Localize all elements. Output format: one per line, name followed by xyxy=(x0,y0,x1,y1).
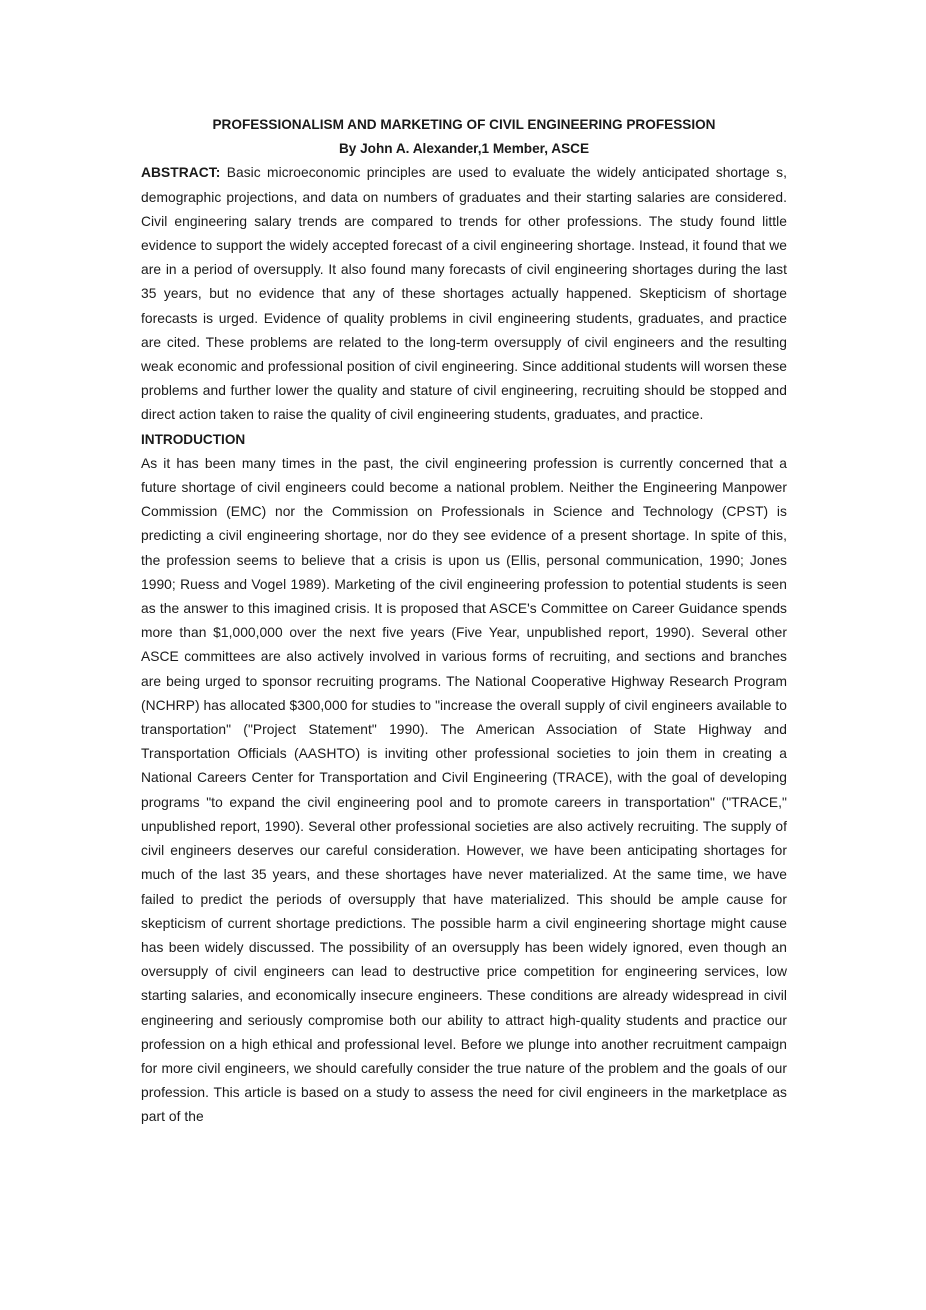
document-page xyxy=(141,113,787,1130)
author-byline: By John A. Alexander,1 Member, ASCE xyxy=(338,141,590,157)
abstract-text: Basic microeconomic principles are used to evaluate the widely anticipated shortage s, demographic projections, and data on numbers of graduates and their starting salaries are considered. Civil engineering salary trends are compared to trends for other professions. The study found little evidence to support the widely accepted forecast of a civil engineering shortage. Instead, it found that we are in a period of oversupply. It also found many forecasts of civil engineering shortages during the last 35 years, but no evidence that any of these shortages actually happened. Skepticism of shortage forecasts is urged. Evidence of quality problems in civil engineering students, graduates, and practice are cited. These problems are related to the long-term oversupply of civil engineers and the resulting weak economic and professional position of civil engineering. Since additional students will worsen these problems and further lower the quality and stature of civil engineering, recruiting should be stopped and direct action taken to raise the quality of civil engineering students, graduates, and practice. xyxy=(141,165,787,423)
introduction-paragraph: As it has been many times in the past, the civil engineering profession is currently concerned that a future shortage of civil engineers could become a national problem. Neither the Engineering Manpower Commission (EMC) nor the Commission on Professionals in Science and Technology (CPST) is predicting a civil engineering shortage, nor do they see evidence of a present shortage. In spite of this, the profession seems to believe that a crisis is upon us (Ellis, personal communication, 1990; Jones 1990; Ruess and Vogel 1989). Marketing of the civil engineering profession to potential students is seen as the answer to this imagined crisis. It is proposed that ASCE's Committee on Career Guidance spends more than $1,000,000 over the next five years (Five Year, unpublished report, 1990). Several other ASCE committees are also actively involved in various forms of recruiting, and sections and branches are being urged to sponsor recruiting programs. The National Cooperative Highway Research Program (NCHRP) has allocated $300,000 for studies to "increase the overall supply of civil engineers available to transportation" ("Project Statement" 1990). The American Association of State Highway and Transportation Officials (AASHTO) is inviting other professional societies to join them in creating a National Careers Center for Transportation and Civil Engineering (TRACE), with the goal of developing programs "to expand the civil engineering pool and to promote careers in transportation" ("TRACE," unpublished report, 1990). Several other professional societies are also actively recruiting. The supply of civil engineers deserves our careful consideration. However, we have been anticipating shortages for much of the last 35 years, and these shortages have never materialized. At the same time, we have failed to predict the periods of oversupply that have materialized. This should be ample cause for skepticism of current shortage predictions. The possible harm a civil engineering shortage might cause has been widely discussed. The possibility of an oversupply has been widely ignored, even though an oversupply of civil engineers can lead to destructive price competition for engineering services, low starting salaries, and economically insecure engineers. These conditions are already widespread in civil engineering and seriously compromise both our ability to attract high-quality students and practice our profession on a high ethical and professional level. Before we plunge into another recruitment campaign for more civil engineers, we should carefully consider the true nature of the problem and the goals of our profession. This article is based on a study to assess the need for civil engineers in the marketplace as part of the xyxy=(141,455,787,1125)
abstract-paragraph xyxy=(141,161,787,427)
introduction-heading: INTRODUCTION xyxy=(141,431,246,447)
paper-title: PROFESSIONALISM AND MARKETING OF CIVIL ENGINEERING PROFESSION xyxy=(212,117,716,132)
abstract-label: ABSTRACT: xyxy=(141,165,221,181)
